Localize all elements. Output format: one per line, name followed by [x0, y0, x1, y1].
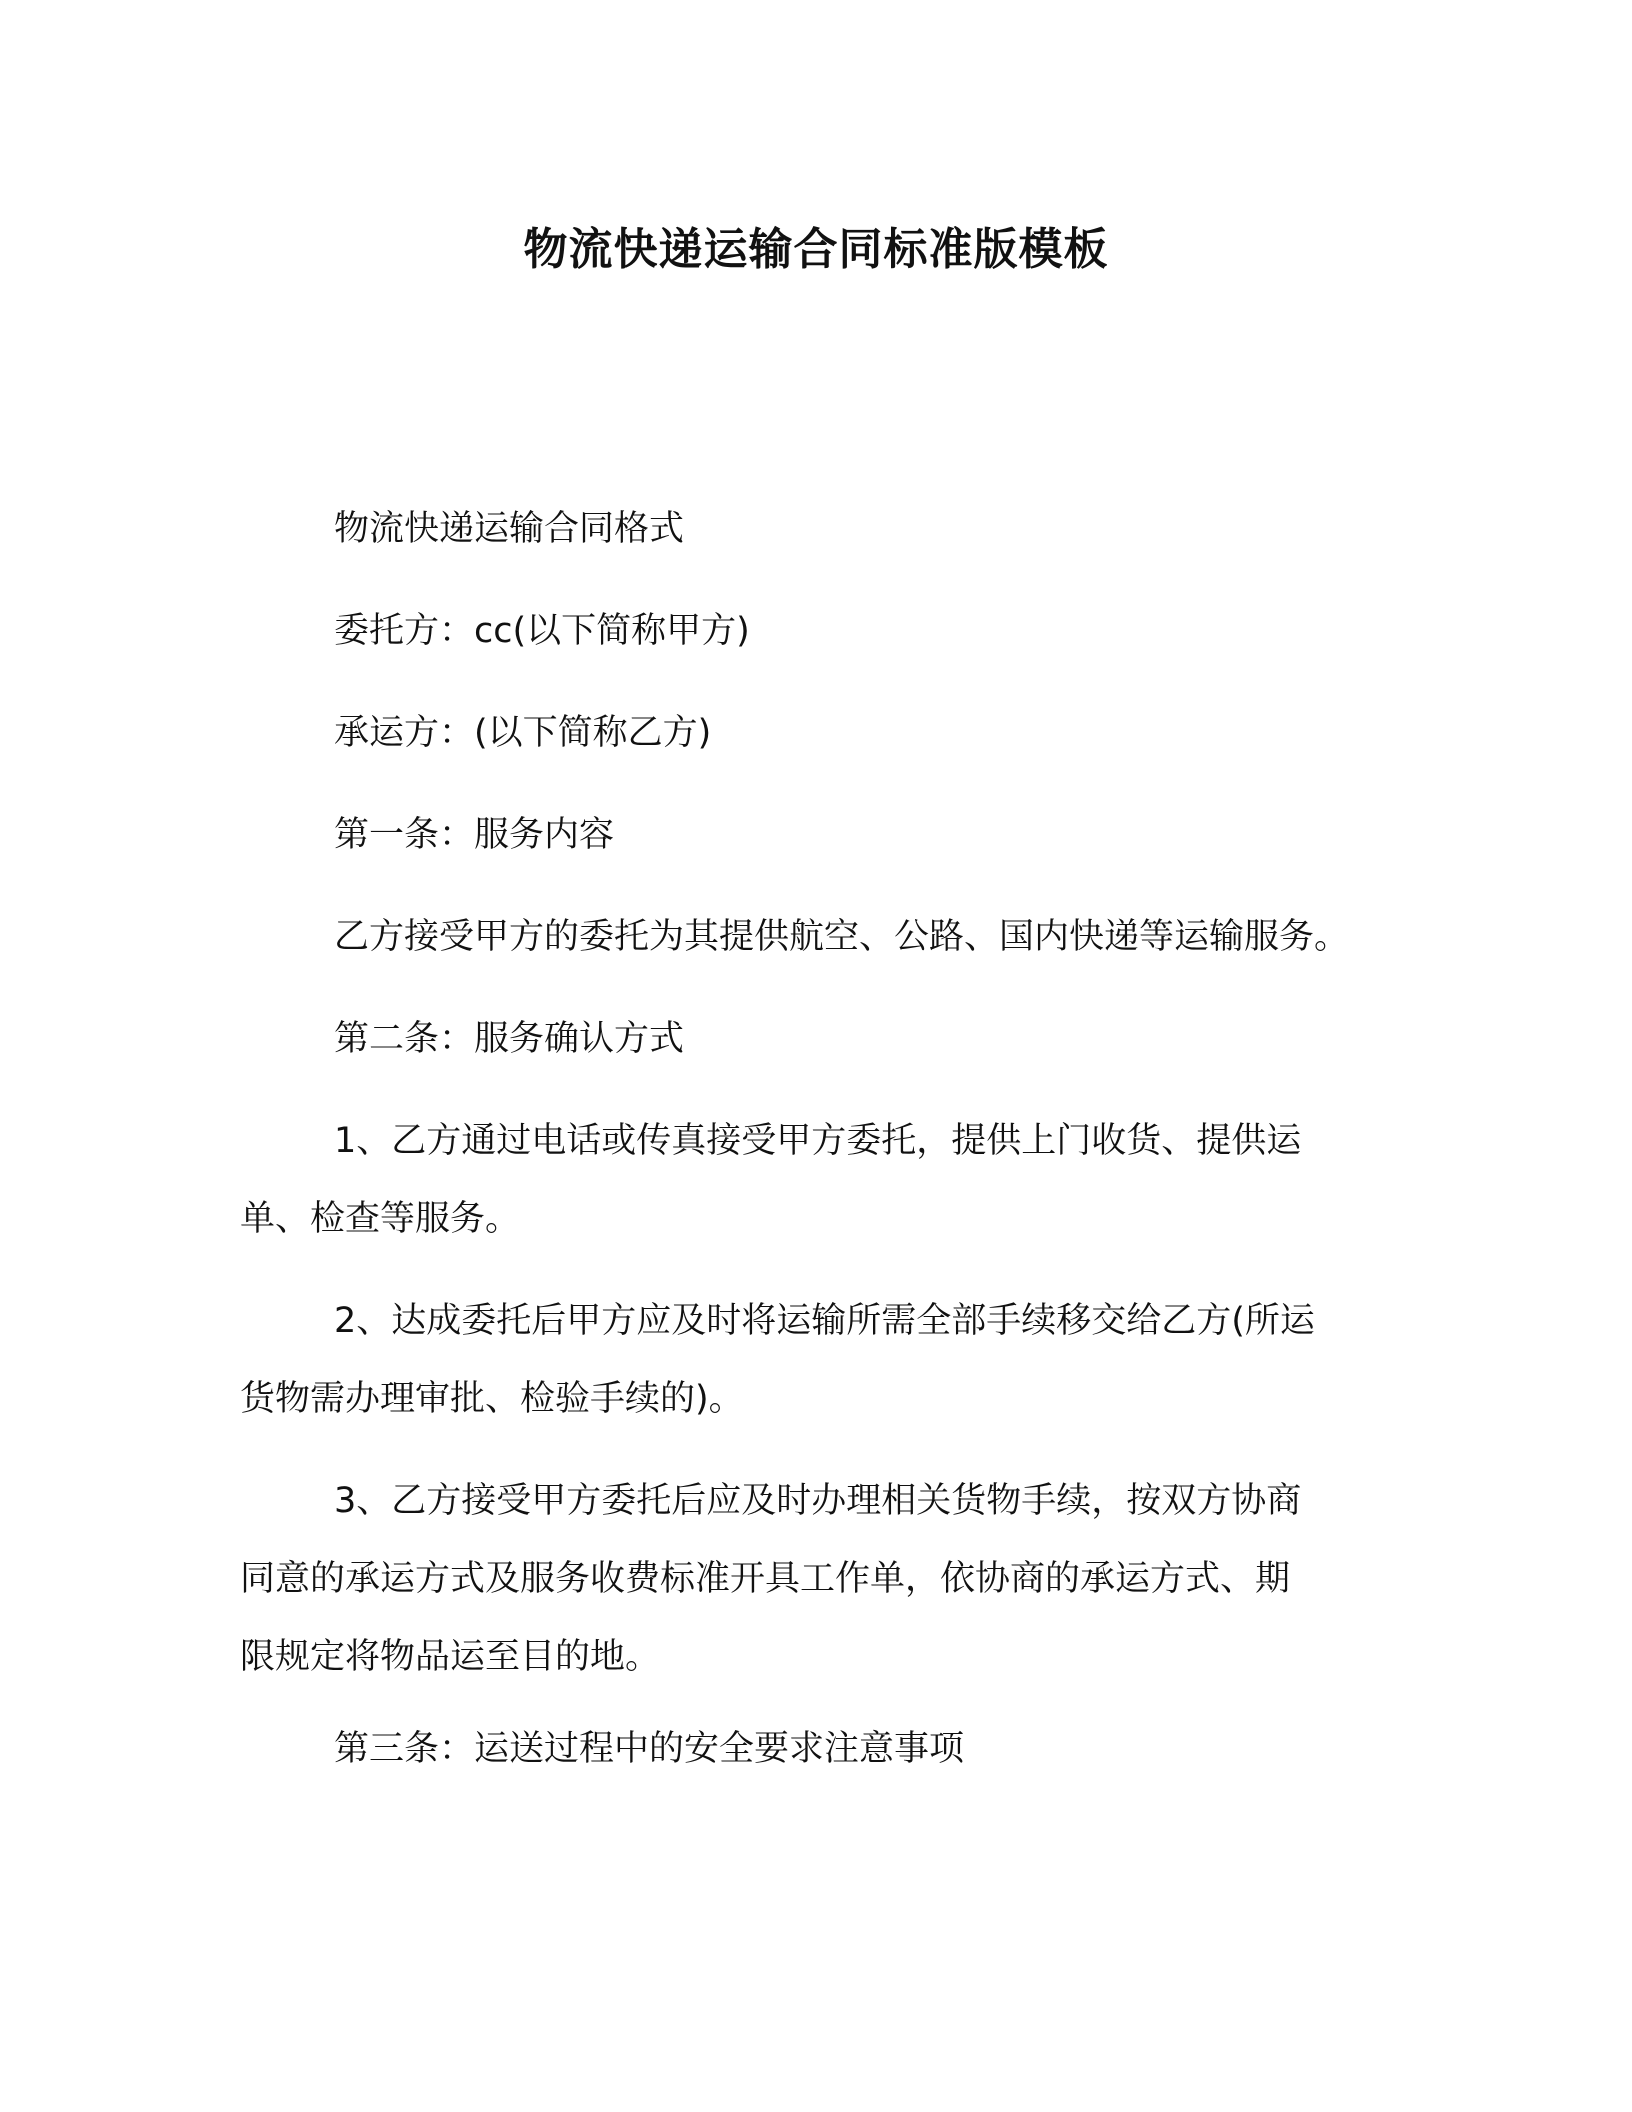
carrier-line: 承运方：(以下简称乙方) [334, 713, 712, 753]
article2-heading: 第二条：服务确认方式 [334, 1019, 685, 1059]
client-line: 委托方：cc(以下简称甲方) [334, 611, 750, 651]
item2-line1: 2、达成委托后甲方应及时将运输所需全部手续移交给乙方(所运 [334, 1301, 1315, 1341]
item2-paragraph [240, 1282, 1372, 1438]
item3-line1: 3、乙方接受甲方委托后应及时办理相关货物手续，按双方协商 [334, 1481, 1302, 1521]
item1-paragraph [240, 1102, 1372, 1258]
format-heading: 物流快递运输合同格式 [334, 509, 685, 549]
item2-line2: 货物需办理审批、检验手续的)。 [240, 1379, 744, 1419]
item3-line2: 同意的承运方式及服务收费标准开具工作单，依协商的承运方式、期 [240, 1559, 1291, 1599]
document-title: 物流快递运输合同标准版模板 [523, 224, 1109, 275]
article1-text: 乙方接受甲方的委托为其提供航空、公路、国内快递等运输服务。 [334, 917, 1350, 957]
article1-heading: 第一条：服务内容 [334, 815, 615, 855]
item1-line1: 1、乙方通过电话或传真接受甲方委托，提供上门收货、提供运 [334, 1121, 1302, 1161]
item1-line2: 单、检查等服务。 [240, 1199, 521, 1239]
item3-line3: 限规定将物品运至目的地。 [240, 1637, 661, 1677]
item3-paragraph [240, 1462, 1372, 1696]
article3-heading: 第三条：运送过程中的安全要求注意事项 [334, 1729, 965, 1769]
